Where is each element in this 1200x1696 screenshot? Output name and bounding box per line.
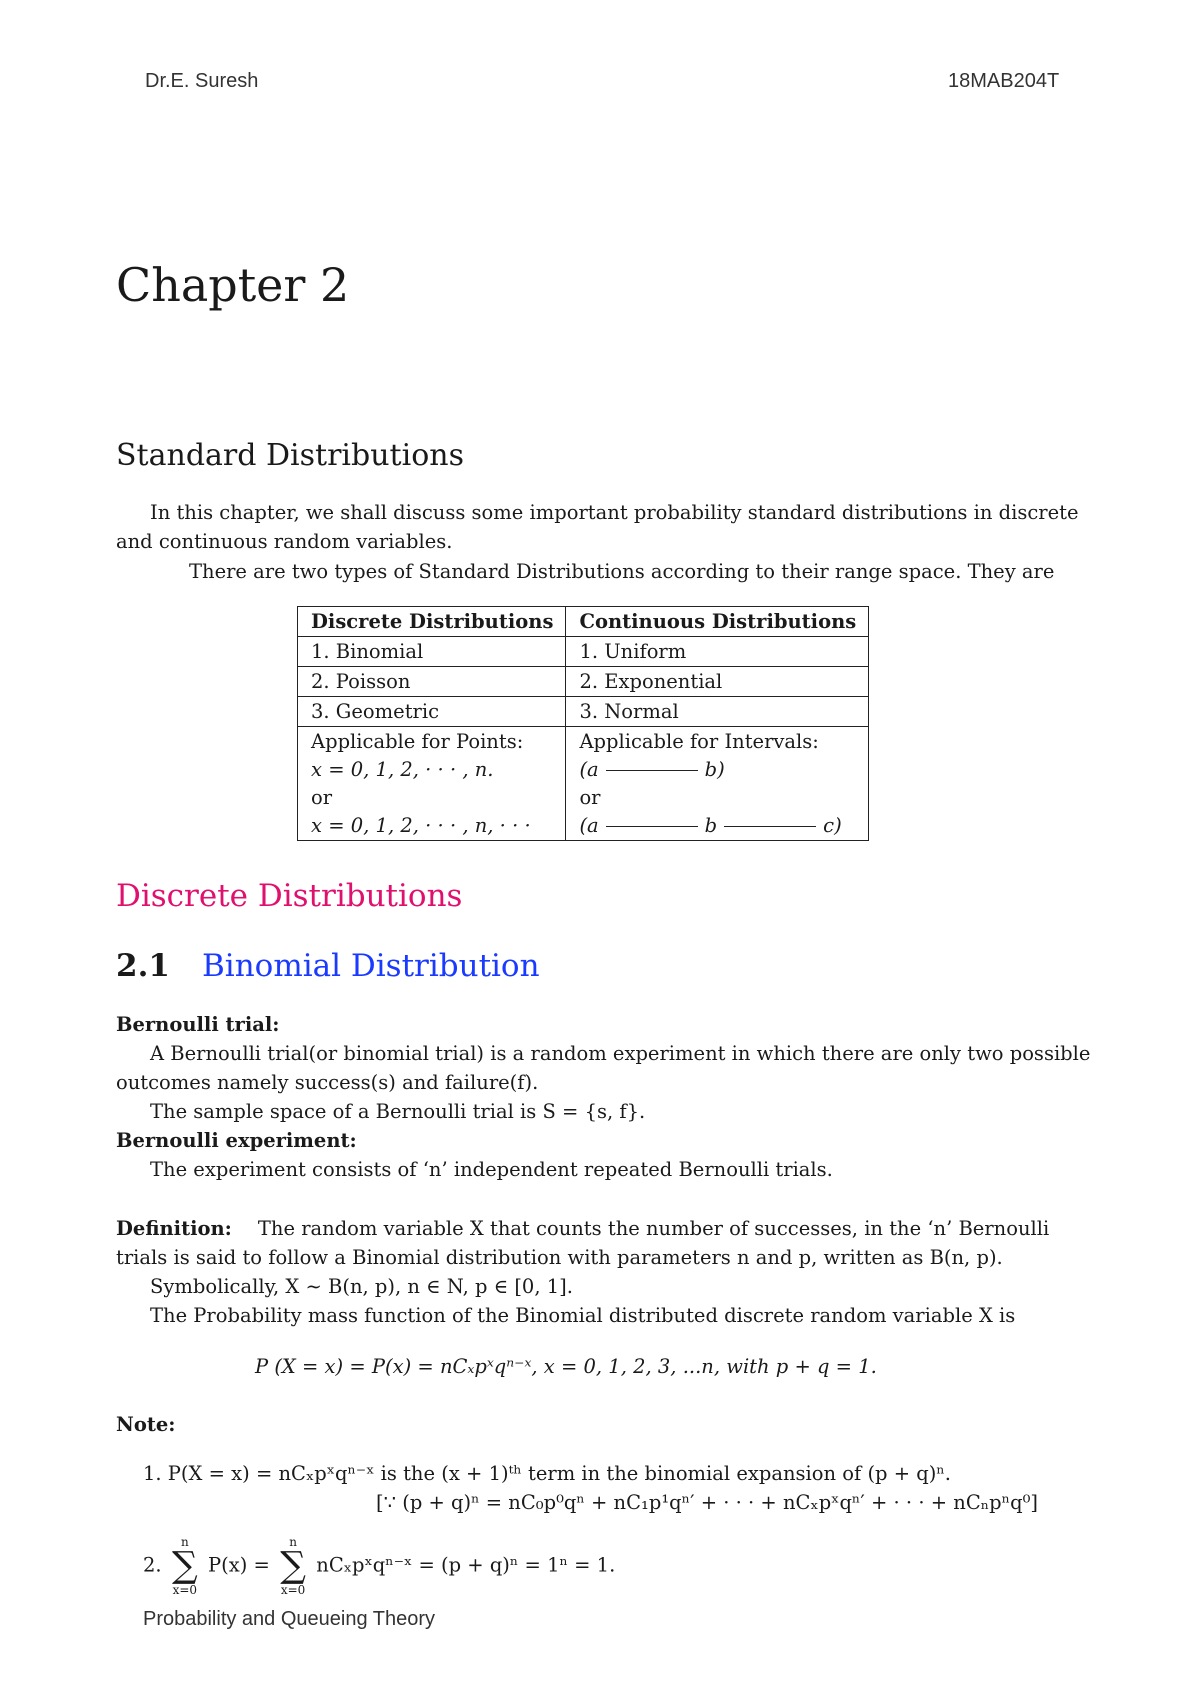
note-item-2 <box>143 1536 615 1596</box>
table-row <box>298 697 869 727</box>
distribution-table <box>297 606 869 841</box>
definition-text: The random variable X that counts the number of successes, in the ‘n’ Bernoulli trials is said to follow a Binomial distribution with parameters n and p, written as B(n, p). <box>116 1217 1050 1269</box>
applicable-points-label: Applicable for Points: <box>311 730 524 753</box>
table-row <box>298 667 869 697</box>
table-row <box>298 637 869 667</box>
symbolic-text: Symbolically, X ∼ B(n, p), n ∈ N, p ∈ [0, 1]. <box>150 1275 573 1298</box>
note-heading: Note: <box>116 1413 176 1436</box>
applicable-or: or <box>311 786 333 809</box>
table-header-discrete: Discrete Distributions <box>298 607 566 637</box>
applicable-intervals-label: Applicable for Intervals: <box>579 730 819 753</box>
interval-a-b-c <box>579 812 856 840</box>
discrete-distributions-heading: Discrete Distributions <box>116 878 463 914</box>
note-item-2-mid: P(x) = <box>208 1553 270 1577</box>
table-row <box>298 727 869 841</box>
table-cell: 2. Poisson <box>298 667 566 697</box>
intro-paragraph-2: There are two types of Standard Distributions according to their range space. They are <box>189 560 1055 583</box>
header-course-code: 18MAB204T <box>948 70 1060 92</box>
chapter-title: Chapter 2 <box>116 258 350 312</box>
header-author: Dr.E. Suresh <box>145 70 259 92</box>
applicable-points-line2: x = 0, 1, 2, · · · , n, · · · <box>311 814 531 837</box>
summation-symbol: n ∑ x=0 <box>171 1535 198 1597</box>
table-cell: 1. Binomial <box>298 637 566 667</box>
note-item-2-end: nCₓpˣqⁿ⁻ˣ = (p + q)ⁿ = 1ⁿ = 1. <box>316 1553 616 1577</box>
pmf-intro-text: The Probability mass function of the Binomial distributed discrete random variable X is <box>150 1304 1016 1327</box>
table-header-row <box>298 607 869 637</box>
bernoulli-trial-text: A Bernoulli trial(or binomial trial) is a random experiment in which there are only two possible outcomes namely success(s) and failure(f). <box>116 1042 1091 1094</box>
pmf-equation: P (X = x) = P(x) = nCₓpˣqⁿ⁻ˣ, x = 0, 1, 2, 3, ...n, with p + q = 1. <box>255 1355 877 1378</box>
bernoulli-experiment-heading: Bernoulli experiment: <box>116 1129 357 1152</box>
table-cell: 1. Uniform <box>566 637 869 667</box>
bernoulli-trial-heading: Bernoulli trial: <box>116 1013 280 1036</box>
table-cell: 2. Exponential <box>566 667 869 697</box>
applicable-points-cell <box>298 727 566 841</box>
interval-a: (a <box>579 758 599 781</box>
intro-paragraph: In this chapter, we shall discuss some important probability standard distributions in discrete and continuous random variables. <box>116 501 1079 553</box>
applicable-intervals-cell <box>566 727 869 841</box>
definition-paragraph <box>116 1214 1096 1272</box>
definition-label: Definition: <box>116 1217 232 1240</box>
interval-line <box>606 826 698 827</box>
interval-c: c) <box>823 814 842 837</box>
note-item-1-expansion: [∵ (p + q)ⁿ = nC₀p⁰qⁿ + nC₁p¹qⁿ′ + · · · + nCₓpˣqⁿ′ + · · · + nCₙpⁿq⁰] <box>376 1491 1039 1514</box>
section-title: Standard Distributions <box>116 438 464 473</box>
applicable-points-line1: x = 0, 1, 2, · · · , n. <box>311 758 494 781</box>
interval-b: b) <box>704 758 725 781</box>
interval-a-b <box>579 756 856 784</box>
interval-line <box>724 826 816 827</box>
note-item-2-number: 2. <box>143 1553 162 1577</box>
interval-b: b <box>704 814 718 837</box>
table-header-continuous: Continuous Distributions <box>566 607 869 637</box>
interval-a: (a <box>579 814 599 837</box>
binomial-section-title: Binomial Distribution <box>202 948 540 984</box>
table-cell: 3. Normal <box>566 697 869 727</box>
table-cell: 3. Geometric <box>298 697 566 727</box>
summation-symbol: n ∑ x=0 <box>280 1535 306 1597</box>
interval-line <box>606 770 698 771</box>
sample-space-text: The sample space of a Bernoulli trial is S = {s, f}. <box>150 1100 646 1123</box>
section-number: 2.1 <box>116 948 170 984</box>
note-item-1: 1. P(X = x) = nCₓpˣqⁿ⁻ˣ is the (x + 1)ᵗʰ term in the binomial expansion of (p + q)ⁿ. <box>143 1462 952 1485</box>
bernoulli-experiment-text: The experiment consists of ‘n’ independent repeated Bernoulli trials. <box>150 1158 833 1181</box>
footer-course-title: Probability and Queueing Theory <box>143 1608 436 1630</box>
applicable-or-2: or <box>579 786 601 809</box>
